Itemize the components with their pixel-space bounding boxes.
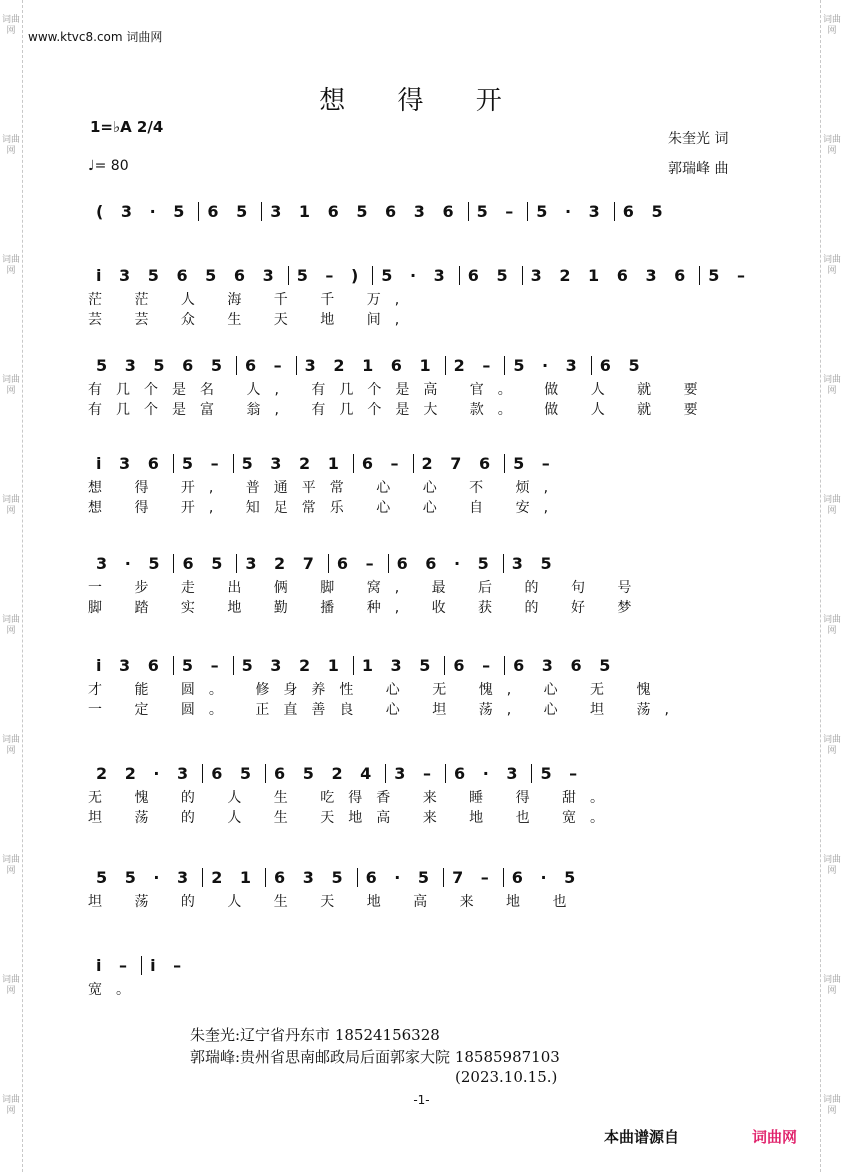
measure: 5 3 5 6 5 xyxy=(88,356,237,375)
measure: 6 3 5 xyxy=(266,868,358,887)
measure: 5 3 2 1 xyxy=(234,656,354,675)
score-row xyxy=(88,350,758,420)
lyrics-line: 才 能 圆。 修身养性 心 无 愧, 心 无 愧 xyxy=(88,682,665,698)
site-url[interactable]: www.ktvc8.com 词曲网 xyxy=(28,30,163,44)
notation-line xyxy=(88,758,758,788)
watermark-text: 词曲网 xyxy=(822,375,841,396)
lyrics-line: 想 得 开, 普通平常 心 心 不 烦, xyxy=(88,480,563,496)
song-title: 想 得 开 xyxy=(319,86,524,116)
lyrics-line: 芸 芸 众 生 天 地 间, xyxy=(88,312,414,328)
measure: i 3 6 xyxy=(88,454,174,473)
measure: 6 5 xyxy=(460,266,523,285)
measure: i 3 6 xyxy=(88,656,174,675)
source-brand-link[interactable]: 词曲网 xyxy=(752,1128,798,1146)
watermark-text: 词曲网 xyxy=(822,975,841,996)
watermark-text: 词曲网 xyxy=(1,855,20,876)
watermark-text: 词曲网 xyxy=(822,855,841,876)
lyrics-line: 想 得 开, 知足常乐 心 心 自 安, xyxy=(88,500,563,516)
score-row xyxy=(88,950,758,1000)
lyrics-line: 有几个是名 人, 有几个是高 官。 做 人 就 要 xyxy=(88,382,712,398)
measure: 5 · 3 xyxy=(528,202,614,221)
lyrics-line: 一 步 走 出 俩 脚 窝, 最 后 的 句 号 xyxy=(88,580,646,596)
measure: 5 3 2 1 xyxy=(234,454,354,473)
watermark-text: 词曲网 xyxy=(822,1095,841,1116)
measure: 3 2 1 6 3 6 xyxy=(523,266,701,285)
lyricist-credit: 朱奎光 词 xyxy=(668,131,729,147)
measure: 5 – xyxy=(540,763,584,783)
measure: 3 2 7 xyxy=(237,554,329,573)
notation-line xyxy=(88,862,758,892)
watermark-text: 词曲网 xyxy=(1,735,20,756)
measure: 5 5 · 3 xyxy=(88,868,203,887)
measure: 2 2 · 3 xyxy=(88,764,203,783)
watermark-text: 词曲网 xyxy=(1,15,20,36)
measure: i 3 5 6 5 6 3 xyxy=(88,266,289,285)
lyrics-line: 一 定 圆。 正直善良 心 坦 荡, 心 坦 荡, xyxy=(88,702,683,718)
notation-line xyxy=(88,650,758,680)
lyrics-line: 茫 茫 人 海 千 千 万, xyxy=(88,292,414,308)
watermark-text: 词曲网 xyxy=(1,135,20,156)
measure: 6 – xyxy=(329,554,389,573)
lyrics-line: 宽。 xyxy=(88,982,144,998)
measure: 5 – xyxy=(469,202,529,221)
watermark-text: 词曲网 xyxy=(1,495,20,516)
lyrics-line: 坦 荡 的 人 生 天 地 高 来 地 也 xyxy=(88,894,581,910)
notation-line xyxy=(88,196,758,226)
date: (2023.10.15.) xyxy=(455,1068,558,1086)
watermark-text: 词曲网 xyxy=(822,735,841,756)
page-number: -1- xyxy=(413,1093,430,1107)
score-row xyxy=(88,758,758,828)
notation-line xyxy=(88,448,758,478)
measure: 5 · 3 xyxy=(505,356,591,375)
measure: 6 6 · 5 xyxy=(389,554,504,573)
score-row xyxy=(88,548,758,618)
score-row xyxy=(88,448,758,518)
measure: 5 · 3 xyxy=(373,266,459,285)
notation-line xyxy=(88,260,758,290)
measure: 3 5 xyxy=(511,553,558,573)
watermark-text: 词曲网 xyxy=(822,615,841,636)
composer-credit: 郭瑞峰 曲 xyxy=(668,161,729,177)
measure: i – xyxy=(150,955,188,975)
score-row xyxy=(88,196,758,226)
watermark-text: 词曲网 xyxy=(822,15,841,36)
measure: 6 5 xyxy=(174,554,237,573)
measure: 6 5 2 4 xyxy=(266,764,386,783)
measure: 6 – xyxy=(237,356,297,375)
lyricist-contact: 朱奎光:辽宁省丹东市 18524156328 xyxy=(190,1026,440,1044)
measure: 2 1 xyxy=(203,868,266,887)
measure: 6 5 xyxy=(203,764,266,783)
measure: 6 – xyxy=(445,656,505,675)
measure: 5 – xyxy=(174,454,234,473)
key-signature: 1=♭A 2/4 xyxy=(90,118,164,136)
measure: 5 – xyxy=(708,265,751,285)
measure: 6 – xyxy=(354,454,414,473)
watermark-text: 词曲网 xyxy=(1,975,20,996)
tempo-marking: ♩= 80 xyxy=(88,158,129,174)
measure: 6 · 3 xyxy=(446,764,532,783)
measure: i – xyxy=(88,956,142,975)
measure: 3 · 5 xyxy=(88,554,174,573)
measure: 6 5 xyxy=(599,355,646,375)
lyrics-line: 坦 荡 的 人 生 天地高 来 地 也 宽。 xyxy=(88,810,619,826)
measure: 6 5 xyxy=(622,201,669,221)
watermark-text: 词曲网 xyxy=(822,255,841,276)
measure: 3 1 6 5 6 3 6 xyxy=(262,202,468,221)
measure: 3 – xyxy=(386,764,446,783)
measure: 6 · 5 xyxy=(511,867,582,887)
measure: 1 3 5 xyxy=(354,656,446,675)
measure: 6 5 xyxy=(199,202,262,221)
measure: 2 7 6 xyxy=(414,454,506,473)
notation-line xyxy=(88,950,758,980)
measure: 6 · 5 xyxy=(358,868,444,887)
measure: 6 3 6 5 xyxy=(513,655,617,675)
watermark-text: 词曲网 xyxy=(822,135,841,156)
lyrics-line: 有几个是富 翁, 有几个是大 款。 做 人 就 要 xyxy=(88,402,712,418)
watermark-text: 词曲网 xyxy=(1,615,20,636)
measure: 5 – xyxy=(513,453,556,473)
measure: 3 2 1 6 1 xyxy=(297,356,446,375)
measure: 5 – xyxy=(174,656,234,675)
notation-line xyxy=(88,350,758,380)
watermark-text: 词曲网 xyxy=(1,255,20,276)
measure: 5 – ) xyxy=(289,266,374,285)
notation-line xyxy=(88,548,758,578)
lyrics-line: 无 愧 的 人 生 吃得香 来 睡 得 甜。 xyxy=(88,790,619,806)
measure: 2 – xyxy=(446,356,506,375)
watermark-text: 词曲网 xyxy=(822,495,841,516)
lyrics-line: 脚 踏 实 地 勤 播 种, 收 获 的 好 梦 xyxy=(88,600,646,616)
source-label: 本曲谱源自 xyxy=(604,1128,680,1146)
watermark-text: 词曲网 xyxy=(1,1095,20,1116)
score-row xyxy=(88,260,758,330)
composer-contact: 郭瑞峰:贵州省思南邮政局后面郭家大院 18585987103 xyxy=(190,1048,560,1066)
measure: ( 3 · 5 xyxy=(88,202,199,221)
score-row xyxy=(88,650,758,720)
measure: 7 – xyxy=(444,868,504,887)
score-row xyxy=(88,862,758,912)
watermark-text: 词曲网 xyxy=(1,375,20,396)
